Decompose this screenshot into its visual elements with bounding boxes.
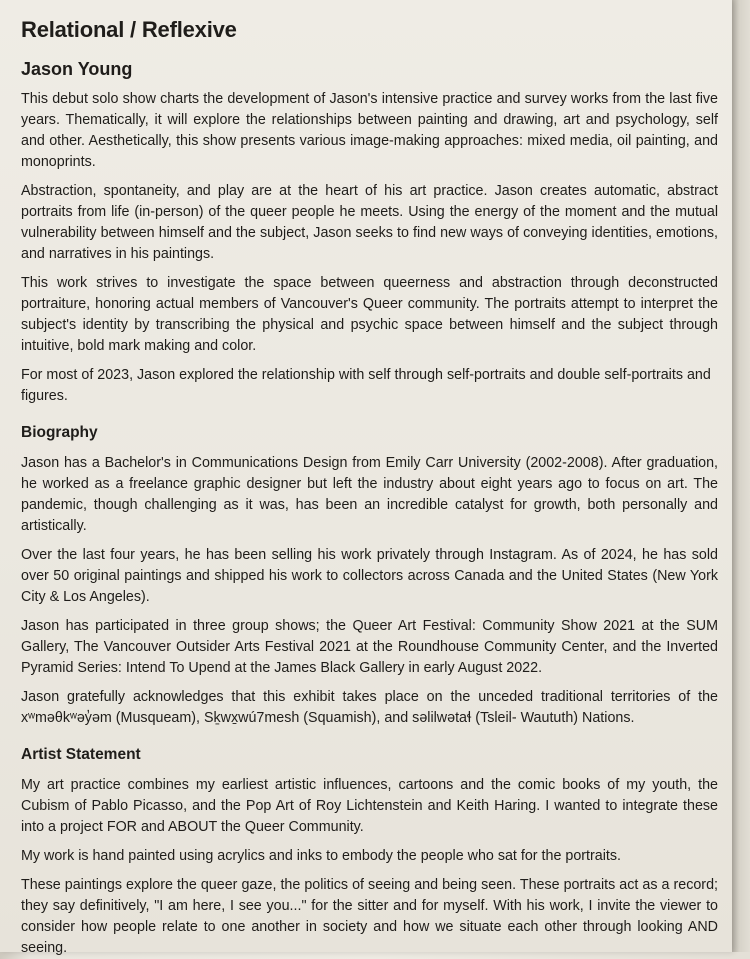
intro-paragraph: Abstraction, spontaneity, and play are at the heart of his art practice. Jason creates automatic, abstract portraits from life (in-person) of the queer people he meets. Using the energy of the moment and the mutual vulnerability between himself and the subject, Jason seeks to find new ways of conveying identities, emotions, and narratives in his paintings. xyxy=(21,183,718,262)
statement-paragraph: These paintings explore the queer gaze, the politics of seeing and being seen. These portraits act as a record; they say definitively, "I am here, I see you..." for the sitter and for myself. With his work, I invite the viewer to consider how people relate to one another in society and how we situate each other through looking AND seeing. xyxy=(21,877,718,956)
artist-statement-heading: Artist Statement xyxy=(21,746,141,763)
land-acknowledgement: Jason gratefully acknowledges that this exhibit takes place on the unceded traditional territories of the xʷməθkʷəy̓əm (Musqueam), Sḵwx̱wú7mesh (Squamish), and səlilwətaɬ (Tsleil- Waututh) Nations. xyxy=(21,689,718,726)
biography-heading: Biography xyxy=(21,424,98,441)
statement-paragraph: My work is hand painted using acrylics and inks to embody the people who sat for the portraits. xyxy=(21,848,621,864)
intro-paragraph: This work strives to investigate the space between queerness and abstraction through deconstructed portraiture, honoring actual members of Vancouver's Queer community. The portraits attempt to interpret the subject's identity by transcribing the physical and psychic space between himself and the subject through intuitive, bold mark making and color. xyxy=(21,275,718,354)
statement-paragraph: My art practice combines my earliest artistic influences, cartoons and the comic books of my youth, the Cubism of Pablo Picasso, and the Pop Art of Roy Lichtenstein and Keith Haring. I wanted to integrate these into a project FOR and ABOUT the Queer Community. xyxy=(21,777,718,835)
placard-edge-shadow xyxy=(732,0,750,952)
artist-name: Jason Young xyxy=(21,59,133,79)
biography-paragraph: Over the last four years, he has been selling his work privately through Instagram. As of 2024, he has sold over 50 original paintings and shipped his work to collectors across Canada and the United States (New York City & Los Angeles). xyxy=(21,547,718,605)
intro-paragraph: For most of 2023, Jason explored the relationship with self through self-portraits and double self-portraits and figures. xyxy=(21,367,711,404)
intro-paragraph: This debut solo show charts the development of Jason's intensive practice and survey works from the last five years. Thematically, it will explore the relationships between painting and drawing, art and psychology, self and other. Aesthetically, this show presents various image-making approaches: mixed media, oil painting, and monoprints. xyxy=(21,91,718,170)
exhibition-title: Relational / Reflexive xyxy=(21,17,237,42)
biography-paragraph: Jason has participated in three group shows; the Queer Art Festival: Community Show 2021 at the SUM Gallery, The Vancouver Outsider Arts Festival 2021 at the Roundhouse Community Center, and the Inverted Pyramid Series: Intend To Upend at the James Black Gallery in early August 2022. xyxy=(21,618,718,676)
biography-paragraph: Jason has a Bachelor's in Communications Design from Emily Carr University (2002-2008). After graduation, he worked as a freelance graphic designer but left the industry about eight years ago to focus on art. The pandemic, though challenging as it was, has been an incredible catalyst for growth, both personally and artistically. xyxy=(21,455,718,534)
